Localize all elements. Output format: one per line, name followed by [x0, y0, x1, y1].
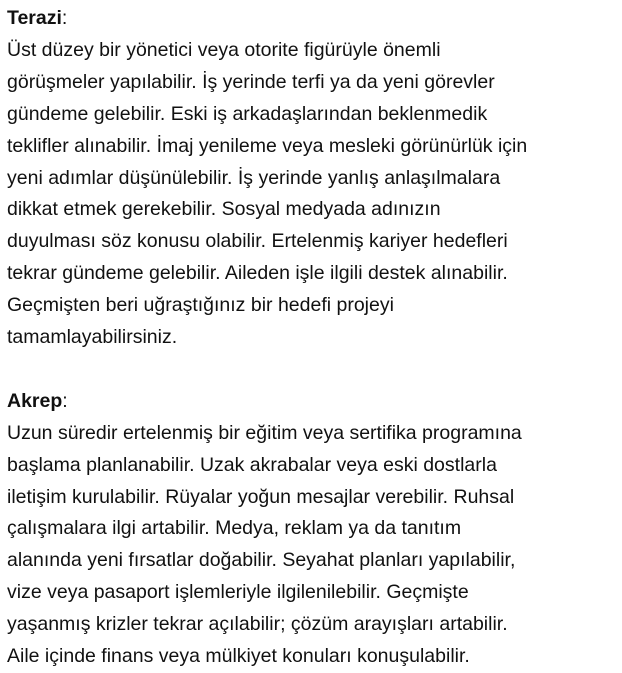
- section-body: [7, 35, 619, 354]
- text-line: dikkat etmek gerekebilir. Sosyal medyada adınızın: [7, 198, 441, 221]
- text-line: teklifler alınabilir. İmaj yenileme veya mesleki görünürlük için: [7, 134, 528, 157]
- text-line: görüşmeler yapılabilir. İş yerinde terfi ya da yeni görevler: [7, 70, 495, 93]
- horoscope-document: [7, 3, 619, 673]
- text-line: tekrar gündeme gelebilir. Aileden işle ilgili destek alınabilir.: [7, 262, 508, 285]
- section-heading: [7, 386, 619, 418]
- text-line: alanında yeni fırsatlar doğabilir. Seyahat planları yapılabilir,: [7, 549, 516, 572]
- section-body: [7, 418, 619, 673]
- text-line: gündeme gelebilir. Eski iş arkadaşlarından beklenmedik: [7, 102, 488, 125]
- text-line: tamamlayabilirsiniz.: [7, 326, 178, 349]
- section-terazi: [7, 3, 619, 354]
- text-line: başlama planlanabilir. Uzak akrabalar veya eski dostlarla: [7, 453, 497, 476]
- section-title-colon: :: [62, 389, 68, 412]
- section-spacer: [7, 354, 619, 386]
- section-title: Terazi: [7, 7, 62, 29]
- section-akrep: [7, 386, 619, 673]
- text-line: Aile içinde finans veya mülkiyet konuları konuşulabilir.: [7, 645, 470, 668]
- section-heading: [7, 3, 619, 35]
- text-line: yeni adımlar düşünülebilir. İş yerinde yanlış anlaşılmalara: [7, 166, 501, 189]
- text-line: Uzun süredir ertelenmiş bir eğitim veya sertifika programına: [7, 421, 522, 444]
- text-line: duyulması söz konusu olabilir. Ertelenmiş kariyer hedefleri: [7, 230, 508, 253]
- text-line: yaşanmış krizler tekrar açılabilir; çözüm arayışları artabilir.: [7, 613, 508, 636]
- section-title: Akrep: [7, 389, 63, 412]
- section-title-colon: :: [61, 7, 68, 29]
- text-line: Geçmişten beri uğraştığınız bir hedefi projeyi: [7, 294, 394, 317]
- text-line: çalışmalara ilgi artabilir. Medya, reklam ya da tanıtım: [7, 517, 462, 540]
- text-line: vize veya pasaport işlemleriyle ilgilenilebilir. Geçmişte: [7, 581, 469, 604]
- text-line: iletişim kurulabilir. Rüyalar yoğun mesajlar verebilir. Ruhsal: [7, 485, 515, 508]
- text-line: Üst düzey bir yönetici veya otorite figürüyle önemli: [7, 38, 441, 61]
